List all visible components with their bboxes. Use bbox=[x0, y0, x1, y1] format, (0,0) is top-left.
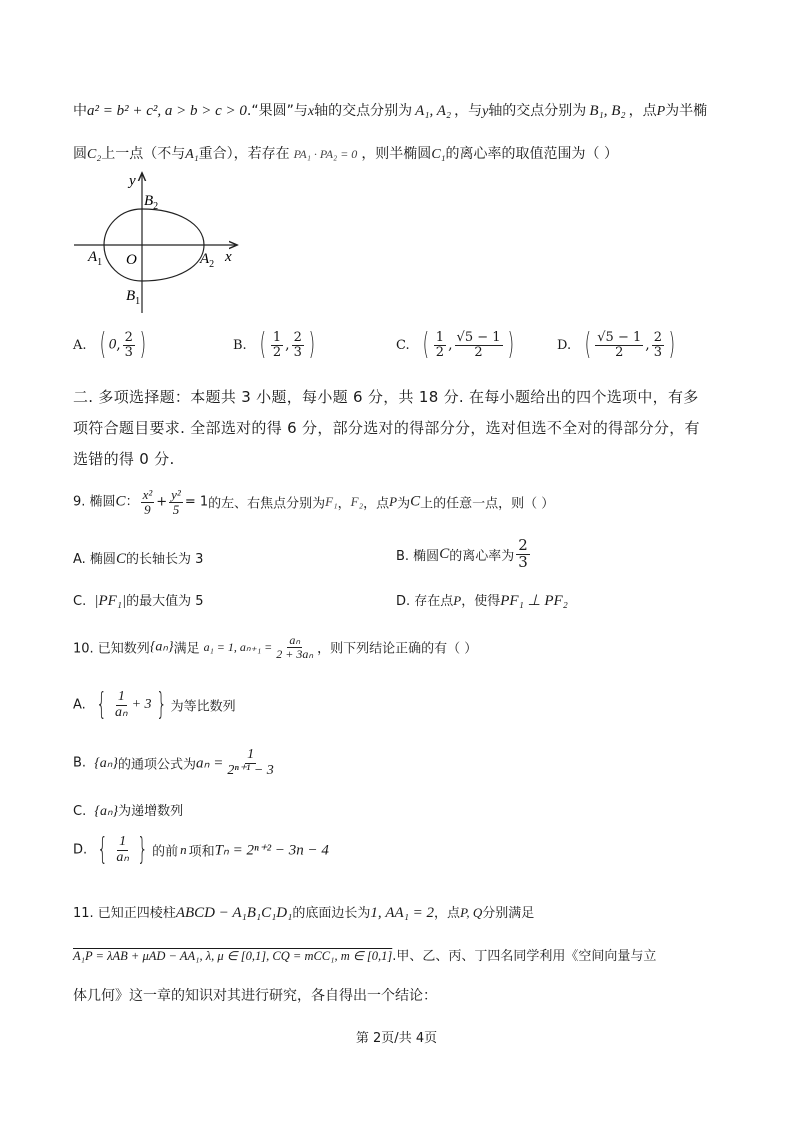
text: 为半椭 bbox=[665, 103, 708, 119]
option-letter: B. bbox=[233, 338, 247, 353]
numerator: y² bbox=[171, 487, 181, 502]
text: 的离心率的取值范围为（ ） bbox=[445, 146, 618, 162]
option-text: B. 椭圆 bbox=[396, 548, 440, 564]
paren: ( bbox=[584, 327, 591, 362]
denominator: 2ⁿ⁺¹ − 3 bbox=[227, 762, 274, 778]
page-footer: 第 2页/共 4页 bbox=[355, 1031, 438, 1046]
text: ，点 bbox=[628, 103, 657, 119]
text: 的底面边长为 bbox=[292, 906, 371, 921]
vector-condition: PA₁ · PA₂ = 0 bbox=[293, 147, 358, 161]
option-letter: A. bbox=[73, 338, 87, 353]
vector-conditions: A₁P = λAB + μAD − AA₁, λ, μ ∈ [0,1], CQ = mCC₁, m ∈ [0,1] bbox=[73, 949, 393, 963]
text: 轴的交点分别为 bbox=[488, 103, 587, 119]
var-F2: F₂ bbox=[350, 494, 364, 510]
paren: ) bbox=[308, 327, 315, 362]
denominator: 5 bbox=[172, 501, 180, 517]
q9-option-a[interactable] bbox=[73, 548, 203, 568]
abs-PF1: |PF₁| bbox=[94, 593, 127, 609]
sequence: {aₙ} bbox=[94, 804, 119, 819]
var-C1: C₁ bbox=[431, 147, 446, 162]
numerator: 2 bbox=[518, 536, 528, 554]
denominator: 9 bbox=[144, 501, 151, 517]
option-text: D. 存在点 bbox=[396, 594, 454, 609]
text: 圆 bbox=[73, 146, 87, 162]
denominator: 2 bbox=[435, 344, 445, 360]
text: 中 bbox=[73, 103, 87, 119]
paren: ( bbox=[259, 327, 267, 362]
value: 0 bbox=[108, 336, 117, 353]
A2-label: $A_2$ bbox=[200, 251, 215, 270]
option-text: 的最大值为 5 bbox=[126, 594, 204, 609]
perpendicular-relation: PF₁ ⊥ PF₂ bbox=[500, 593, 568, 609]
q9-option-c[interactable] bbox=[73, 590, 204, 610]
denominator: 2 bbox=[272, 344, 282, 360]
option-letter: B. bbox=[73, 755, 87, 771]
numerator: √5 − 1 bbox=[456, 329, 501, 345]
q8-option-c[interactable]: C. ( $\frac{1}{2}$ , $\frac{√5 - 1}{2}$ ) bbox=[396, 327, 514, 362]
numerator: 1 bbox=[272, 329, 282, 345]
text: .甲、乙、丙、丁四名同学利用《空间向量与立 bbox=[392, 949, 657, 964]
denominator: 2 bbox=[474, 344, 483, 360]
sequence: {aₙ} bbox=[94, 755, 118, 771]
q10-stem bbox=[73, 634, 477, 660]
q8-line1 bbox=[73, 100, 707, 120]
x-label: x bbox=[225, 249, 232, 265]
var-A1: A₁ bbox=[185, 147, 199, 162]
q9-option-d[interactable] bbox=[396, 590, 568, 610]
A1-label: $A_1$ bbox=[88, 249, 103, 268]
points-PQ: P, Q bbox=[460, 905, 483, 920]
denominator: aₙ bbox=[115, 704, 128, 720]
text: ，与 bbox=[454, 103, 483, 119]
option-text: 的前 bbox=[152, 844, 179, 860]
text: ， bbox=[337, 496, 351, 512]
q11-line2 bbox=[73, 945, 656, 964]
text: 9. 椭圆 bbox=[73, 494, 116, 510]
section2-line2: 项符合题目要求. 全部选对的得 6 分，部分选对的得部分分，选对但选不全对的得部分分，有 bbox=[73, 419, 700, 437]
y-label: y bbox=[129, 173, 136, 189]
numerator: 1 bbox=[247, 747, 255, 762]
equals: = 1 bbox=[184, 494, 209, 510]
option-text: 的通项公式为 bbox=[117, 757, 196, 773]
denominator: 2 bbox=[615, 344, 624, 360]
edge-values: 1, AA₁ = 2 bbox=[370, 905, 435, 921]
text: .“果圆”与 bbox=[246, 103, 308, 119]
q11-line3: 体几何》这一章的知识对其进行研究，各自得出一个结论： bbox=[73, 988, 437, 1004]
paren: ) bbox=[668, 327, 676, 362]
denominator: 2 + 3aₙ bbox=[276, 646, 314, 661]
origin-label: O bbox=[126, 252, 137, 268]
text: ，则下列结论正确的有（ ） bbox=[317, 641, 478, 657]
var-C: C bbox=[115, 551, 126, 567]
an-equals: aₙ = bbox=[196, 755, 224, 772]
option-text: 的长轴长为 3 bbox=[125, 552, 204, 567]
prism-name: ABCD − A₁B₁C₁D₁ bbox=[175, 905, 293, 921]
paren: ( bbox=[422, 327, 430, 362]
var-n: n bbox=[180, 842, 187, 858]
sequence: {aₙ} bbox=[149, 639, 174, 655]
var-C: C bbox=[410, 493, 421, 510]
text: 11. 已知正四棱柱 bbox=[73, 906, 176, 921]
option-text: ，使得 bbox=[461, 594, 501, 609]
text: 上一点（不与 bbox=[101, 146, 186, 162]
numerator: 2 bbox=[653, 329, 662, 345]
var-y: y bbox=[482, 104, 489, 119]
numerator: x² bbox=[142, 487, 153, 502]
numerator: 1 bbox=[119, 834, 127, 849]
plus-three: + 3 bbox=[131, 697, 152, 713]
paren: ) bbox=[507, 327, 514, 362]
numerator: aₙ bbox=[289, 633, 301, 647]
option-letter: D. bbox=[557, 338, 572, 353]
points-A: A₁, A₂ bbox=[415, 103, 452, 119]
text: ，点 bbox=[434, 906, 461, 921]
B1-label: $B_1$ bbox=[126, 288, 141, 307]
var-C: C bbox=[115, 493, 126, 510]
text: 10. 已知数列 bbox=[73, 641, 150, 657]
numerator: 2 bbox=[293, 329, 302, 345]
q8-option-a[interactable]: A. ( 0, $\frac{2}{3}$ ) bbox=[73, 327, 147, 362]
text: 上的任意一点，则（ ） bbox=[420, 496, 555, 512]
q9-stem bbox=[73, 488, 554, 516]
text: ，点 bbox=[363, 496, 390, 512]
text: 重合），若存在 bbox=[198, 146, 290, 162]
numerator: √5 − 1 bbox=[597, 329, 642, 345]
q10-option-d[interactable]: D. { $\frac{1}{\text{aₙ}}$ } 的前 n 项和Tₙ = 2ⁿ⁺² − 3n − 4 bbox=[73, 832, 329, 868]
points-B: B₁, B₂ bbox=[589, 103, 626, 119]
q8-option-d[interactable]: D. ( $\frac{√5 - 1}{2}$ , $\frac{2}{3}$ ) bbox=[557, 327, 676, 362]
q9-option-b[interactable] bbox=[396, 538, 532, 571]
text: ，则半椭圆 bbox=[361, 146, 432, 162]
text: 满足 bbox=[173, 641, 200, 657]
denominator: 3 bbox=[653, 344, 662, 360]
paren: ( bbox=[99, 327, 107, 362]
q8-option-b[interactable]: B. ( $\frac{1}{2}$ , $\frac{2}{3}$ ) bbox=[233, 327, 315, 362]
numerator: 1 bbox=[435, 329, 445, 345]
section2-line1: 二. 多项选择题：本题共 3 小题，每小题 6 分，共 18 分. 在每小题给出的四个选项中，有多 bbox=[73, 388, 699, 406]
option-letter: C. bbox=[396, 338, 410, 353]
recurrence-lhs: a₁ = 1, aₙ₊₁ = bbox=[203, 639, 273, 654]
q10-option-a[interactable]: A. { $\frac{1}{\text{aₙ}}$ + 3 } 为等比数列 bbox=[73, 687, 236, 723]
var-C2: C₂ bbox=[87, 147, 102, 162]
denominator: 3 bbox=[124, 344, 133, 360]
section2-line3: 选错的得 0 分. bbox=[73, 450, 175, 468]
denominator: 3 bbox=[518, 552, 528, 571]
q10-option-b[interactable] bbox=[73, 748, 278, 778]
option-text: 为递增数列 bbox=[118, 804, 184, 819]
numerator: 1 bbox=[117, 689, 125, 704]
var-P: P bbox=[389, 494, 398, 510]
text: 为 bbox=[397, 496, 411, 512]
sum-formula: Tₙ = 2ⁿ⁺² − 3n − 4 bbox=[214, 842, 329, 859]
var-C: C bbox=[439, 545, 450, 562]
numerator: 2 bbox=[124, 329, 133, 345]
equation: a² = b² + c², a > b > c > 0 bbox=[87, 103, 247, 119]
q8-line2 bbox=[73, 143, 618, 163]
option-letter: A. bbox=[73, 697, 86, 713]
q10-option-c[interactable] bbox=[73, 800, 183, 820]
option-letter: C. bbox=[73, 594, 87, 609]
text: ： bbox=[125, 494, 139, 510]
text: 轴的交点分别为 bbox=[314, 103, 413, 119]
denominator: aₙ bbox=[116, 849, 129, 865]
option-text: 项和 bbox=[188, 844, 215, 860]
option-text: 为等比数列 bbox=[170, 699, 236, 715]
paren: ) bbox=[139, 327, 147, 362]
var-F1: F₁ bbox=[325, 494, 338, 510]
option-text: A. 椭圆 bbox=[73, 552, 116, 567]
var-P: P bbox=[656, 104, 666, 119]
var-P: P bbox=[453, 593, 462, 608]
option-letter: D. bbox=[73, 842, 88, 858]
text: 分别满足 bbox=[482, 906, 535, 921]
q11-stem bbox=[73, 902, 534, 922]
plus: + bbox=[156, 494, 168, 510]
option-text: 的离心率为 bbox=[449, 548, 515, 564]
fruit-ellipse-figure bbox=[70, 168, 250, 318]
option-letter: C. bbox=[73, 804, 87, 819]
B2-label: $B_2$ bbox=[144, 193, 159, 212]
text: 的左、右焦点分别为 bbox=[208, 496, 326, 512]
denominator: 3 bbox=[293, 344, 302, 360]
var-x: x bbox=[307, 104, 315, 119]
